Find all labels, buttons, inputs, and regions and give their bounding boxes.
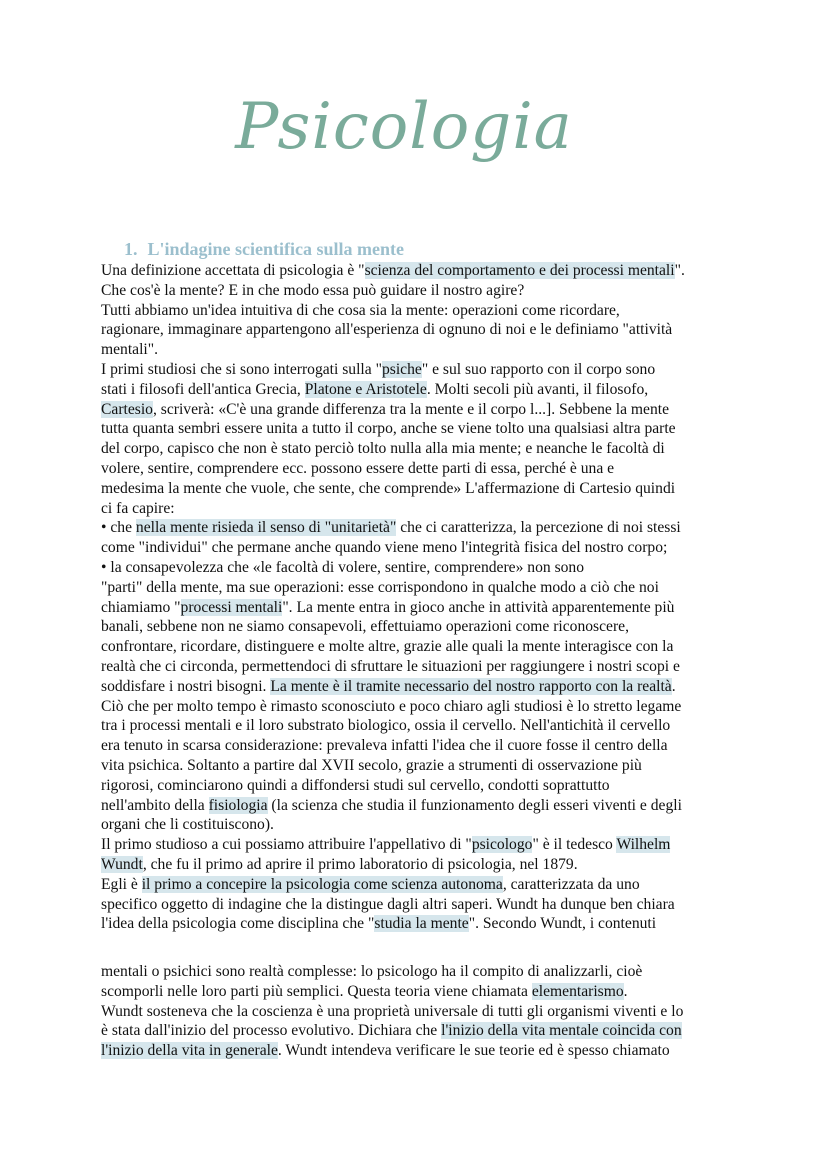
- highlighted-text: Cartesio: [101, 400, 153, 418]
- text-line: [101, 261, 741, 281]
- text-line: [101, 301, 741, 321]
- highlighted-text: Platone e Aristotele: [304, 380, 427, 398]
- text-line: [101, 558, 741, 578]
- text-segment: è stata dall'inizio del processo evolutivo. Dichiara che: [101, 1022, 442, 1040]
- text-segment: organi che li costituiscono).: [101, 816, 274, 834]
- text-line: [101, 1041, 741, 1061]
- text-line: [101, 340, 741, 360]
- text-segment: rigorosi, cominciarono quindi a diffondersi studi sul cervello, condotti soprattutto: [101, 776, 610, 794]
- text-segment: I primi studiosi che si sono interrogati sulla ": [101, 360, 382, 378]
- text-line: [101, 895, 741, 915]
- text-segment: realtà che ci circonda, permettendoci di sfruttare le situazioni per raggiungere i nostri scopi e: [101, 657, 680, 675]
- text-line: [101, 776, 741, 796]
- text-line: [101, 380, 741, 400]
- text-line: [101, 360, 741, 380]
- highlighted-text: Wilhelm: [616, 836, 671, 854]
- text-segment: soddisfare i nostri bisogni.: [101, 677, 271, 695]
- text-line: [101, 1002, 741, 1022]
- text-line: [101, 962, 741, 982]
- text-segment: , che fu il primo ad aprire il primo laboratorio di psicologia, nel 1879.: [142, 855, 578, 873]
- text-line: [101, 459, 741, 479]
- text-line: [101, 499, 741, 519]
- text-segment: . Molti secoli più avanti, il filosofo,: [426, 380, 649, 398]
- text-segment: mentali o psichici sono realtà complesse: lo psicologo ha il compito di analizzarli, cioè: [101, 963, 643, 980]
- text-line: [101, 796, 741, 816]
- text-line: [101, 400, 741, 420]
- text-segment: mentali".: [101, 341, 159, 359]
- text-segment: . Wundt intendeva verificare le sue teorie ed è spesso chiamato: [277, 1042, 670, 1060]
- text-line: [101, 479, 741, 499]
- text-line: [101, 419, 741, 439]
- text-segment: medesima la mente che vuole, che sente, che comprende» L'affermazione di Cartesio quindi: [101, 479, 676, 497]
- text-segment: stati i filosofi dell'antica Grecia,: [101, 380, 305, 398]
- text-line: [101, 1021, 741, 1041]
- text-segment: nell'ambito della: [101, 796, 209, 814]
- highlighted-text: processi mentali: [180, 598, 283, 616]
- text-line: [101, 855, 741, 875]
- text-segment: " e sul suo rapporto con il corpo sono: [421, 360, 656, 378]
- text-line: [101, 914, 741, 934]
- highlighted-text: nella mente risieda il senso di "unitarietà": [135, 519, 397, 537]
- body-text-block-2: [101, 962, 741, 1061]
- text-segment: Tutti abbiamo un'idea intuitiva di che cosa sia la mente: operazioni come ricordare,: [101, 301, 620, 319]
- highlighted-text: l'inizio della vita mentale coincida con: [441, 1022, 682, 1040]
- text-line: [101, 439, 741, 459]
- text-line: [101, 598, 741, 618]
- page-title: Psicologia: [235, 90, 573, 164]
- text-segment: ".: [674, 262, 685, 279]
- section-number: 1.: [124, 239, 138, 259]
- text-line: [101, 320, 741, 340]
- text-segment: .: [671, 677, 676, 695]
- text-line: [101, 281, 741, 301]
- text-line: [101, 578, 741, 598]
- text-segment: ci fa capire:: [101, 499, 175, 517]
- text-segment: chiamiamo ": [101, 598, 181, 616]
- text-segment: come "individui" che permane anche quando viene meno l'integrità fisica del nostro corpo;: [101, 539, 668, 557]
- text-line: [101, 736, 741, 756]
- text-segment: "parti" della mente, ma sue operazioni: esse corrispondono in qualche modo a ciò che noi: [101, 578, 659, 596]
- text-segment: che ci caratterizza, la percezione di noi stessi: [396, 519, 681, 537]
- text-segment: Il primo studioso a cui possiamo attribuire l'appellativo di ": [101, 836, 472, 854]
- text-segment: " è il tedesco: [532, 836, 617, 854]
- highlighted-text: fisiologia: [208, 796, 268, 814]
- title-block: [0, 90, 828, 164]
- text-segment: .: [623, 982, 628, 1000]
- text-line: [101, 518, 741, 538]
- text-segment: Una definizione accettata di psicologia è ": [101, 262, 365, 279]
- text-segment: l'idea della psicologia come disciplina che ": [101, 915, 375, 933]
- text-line: [101, 756, 741, 776]
- text-segment: era tenuto in scarsa considerazione: prevaleva infatti l'idea che il cuore fosse il centro della: [101, 737, 668, 755]
- highlighted-text: Wundt: [101, 855, 143, 873]
- text-segment: • che: [101, 519, 136, 537]
- text-line: [101, 657, 741, 677]
- body-text-block-1: [101, 261, 741, 934]
- text-segment: Ciò che per molto tempo è rimasto sconosciuto e poco chiaro agli studiosi è lo stretto legame: [101, 697, 682, 715]
- text-segment: Egli è: [101, 875, 142, 893]
- text-segment: del corpo, capisco che non è stato perciò tolto nulla alla mia mente; e neanche le facoltà di: [101, 440, 665, 458]
- text-line: [101, 697, 741, 717]
- text-line: [101, 835, 741, 855]
- text-segment: Che cos'è la mente? E in che modo essa può guidare il nostro agire?: [101, 281, 525, 299]
- text-segment: , caratterizzata da uno: [502, 875, 640, 893]
- highlighted-text: l'inizio della vita in generale: [101, 1042, 278, 1060]
- text-line: [101, 982, 741, 1002]
- text-segment: tra i processi mentali e il loro substrato biologico, ossia il cervello. Nell'antichità il cervello: [101, 717, 671, 735]
- text-segment: volere, sentire, comprendere ecc. possono essere dette parti di essa, perché è una e: [101, 459, 615, 477]
- section-title: L'indagine scientifica sulla mente: [147, 239, 404, 259]
- text-segment: (la scienza che studia il funzionamento degli esseri viventi e degli: [267, 796, 682, 814]
- highlighted-text: psiche: [381, 360, 422, 378]
- text-segment: ragionare, immaginare appartengono all'esperienza di ognuno di noi e le definiamo "attività: [101, 321, 673, 339]
- highlighted-text: studia la mente: [374, 915, 469, 933]
- text-segment: specifico oggetto di indagine che la distingue dagli altri saperi. Wundt ha dunque ben chiara: [101, 895, 675, 913]
- text-line: [101, 677, 741, 697]
- text-line: [101, 815, 741, 835]
- text-segment: scomporli nelle loro parti più semplici. Questa teoria viene chiamata: [101, 982, 532, 1000]
- text-line: [101, 875, 741, 895]
- text-line: [101, 538, 741, 558]
- text-line: [101, 617, 741, 637]
- text-segment: • la consapevolezza che «le facoltà di volere, sentire, comprendere» non sono: [101, 558, 585, 576]
- text-line: [101, 716, 741, 736]
- text-segment: banali, sebbene non ne siamo consapevoli, effettuiamo operazioni come riconoscere,: [101, 618, 629, 636]
- highlighted-text: elementarismo: [531, 982, 624, 1000]
- text-segment: vita psichica. Soltanto a partire dal XVII secolo, grazie a strumenti di osservazione più: [101, 756, 642, 774]
- text-line: [101, 637, 741, 657]
- section-heading: [124, 239, 404, 260]
- text-segment: ". Secondo Wundt, i contenuti: [468, 915, 657, 933]
- text-segment: Wundt sosteneva che la coscienza è una proprietà universale di tutti gli organismi viventi e lo: [101, 1002, 684, 1020]
- highlighted-text: psicologo: [471, 836, 533, 854]
- highlighted-text: La mente è il tramite necessario del nostro rapporto con la realtà: [270, 677, 672, 695]
- text-segment: ". La mente entra in gioco anche in attività apparentemente più: [282, 598, 675, 616]
- text-segment: tutta quanta sembri essere unita a tutto il corpo, anche se viene tolto una qualsiasi altra parte: [101, 420, 676, 438]
- text-segment: confrontare, ricordare, distinguere e molte altre, grazie alle quali la mente interagisce con la: [101, 638, 674, 656]
- text-segment: , scriverà: «C'è una grande differenza tra la mente e il corpo l...]. Sebbene la mente: [152, 400, 669, 418]
- highlighted-text: scienza del comportamento e dei processi mentali: [364, 262, 675, 279]
- highlighted-text: il primo a concepire la psicologia come scienza autonoma: [141, 875, 503, 893]
